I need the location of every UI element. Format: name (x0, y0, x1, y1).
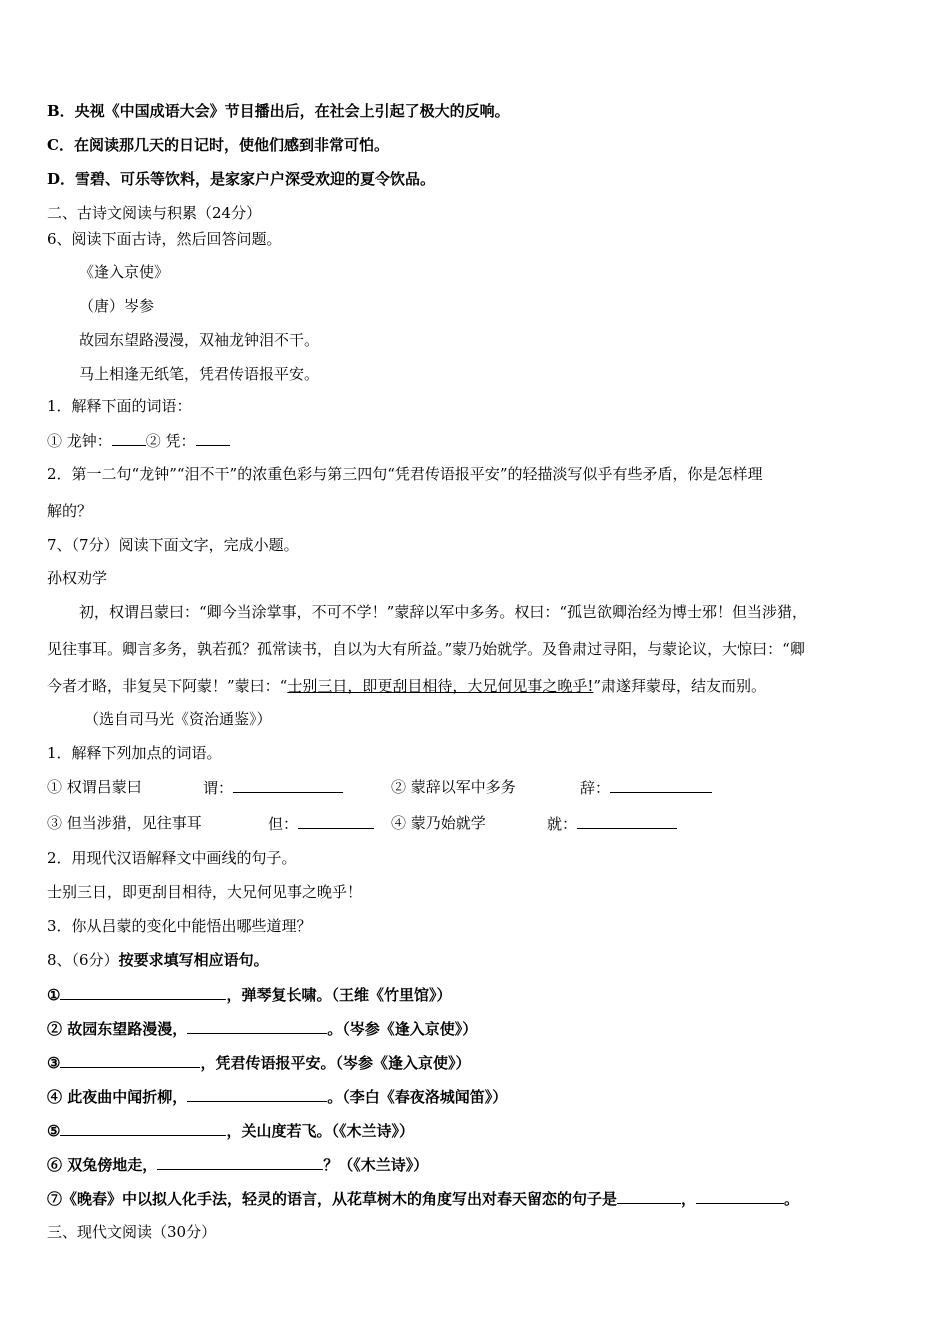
q6-sub2-line2: 解的？ (47, 502, 93, 520)
q7-sub2: 2．用现代汉语解释文中画线的句子。 (47, 849, 297, 867)
poem-line-2: 马上相逢无纸笔，凭君传语报平安。 (79, 365, 320, 383)
q7-item-1-label: 谓： (203, 779, 234, 797)
section3-title: 三、现代文阅读（30分） (47, 1223, 217, 1241)
q8-line-6-pre: ⑥ 双兔傍地走， (47, 1156, 158, 1174)
q8-line-4-pre: ④ 此夜曲中闻折柳， (47, 1088, 188, 1106)
q7-item-1: ① 权谓吕蒙曰 (47, 778, 142, 796)
answer-blank[interactable] (60, 984, 226, 1000)
q6-sub1-answers (47, 430, 230, 451)
q8-line-5-post: ，关山度若飞。（《木兰诗》） (226, 1122, 414, 1140)
q8-line-7-mid: ， (681, 1190, 697, 1208)
q8-prompt-bold: 按要求填写相应语句。 (118, 951, 269, 969)
answer-blank[interactable] (187, 1018, 327, 1034)
passage-line-3 (47, 676, 766, 696)
answer-blank[interactable] (233, 777, 343, 793)
option-b: B．央视《中国成语大会》节目播出后，在社会上引起了极大的反响。 (47, 102, 510, 120)
q6-sub1: 1．解释下面的词语： (47, 397, 192, 415)
q6-prompt: 6、阅读下面古诗，然后回答问题。 (47, 230, 282, 248)
q8-line-5 (47, 1120, 414, 1141)
poem-title: 《逢入京使》 (79, 263, 170, 281)
q7-item-3: ③ 但当涉猎，见往事耳 (47, 814, 202, 832)
passage-line-3-pre: 今者才略，非复吴下阿蒙！”蒙曰：“ (47, 677, 288, 695)
q8-line-7-post: 。 (784, 1190, 800, 1208)
q7-item-2: ② 蒙辞以军中多务 (391, 778, 516, 796)
q8-line-6-post: ？（《木兰诗》） (323, 1156, 429, 1174)
option-d: D．雪碧、可乐等饮料，是家家户户深受欢迎的夏令饮品。 (47, 170, 436, 188)
q8-line-7 (47, 1188, 799, 1209)
q7-item-4-label: 就： (547, 815, 578, 833)
q7-item-2-label: 辞： (580, 779, 611, 797)
answer-blank[interactable] (196, 430, 230, 446)
q7-prompt: 7、（7分）阅读下面文字，完成小题。 (47, 536, 299, 554)
q7-item-3-answer (268, 813, 374, 834)
q7-sub1: 1．解释下列加点的词语。 (47, 744, 222, 762)
answer-blank[interactable] (187, 1086, 327, 1102)
answer-blank[interactable] (60, 1052, 200, 1068)
q8-line-1-post: ，弹琴复长啸。（王维《竹里馆》） (226, 986, 452, 1004)
passage-source: （选自司马光《资治通鉴》） (84, 710, 272, 728)
q8-line-2 (47, 1018, 477, 1039)
q8-line-3-post: ，凭君传语报平安。（岑参《逢入京使》） (200, 1054, 471, 1072)
q7-item-4: ④ 蒙乃始就学 (391, 814, 486, 832)
poem-author: （唐）岑参 (79, 297, 155, 315)
q8-prompt-pre: 8、（6分） (47, 951, 119, 969)
answer-blank[interactable] (696, 1188, 784, 1204)
q8-line-2-post: 。（岑参《逢入京使》） (327, 1020, 478, 1038)
q8-line-5-pre: ⑤ (47, 1122, 61, 1140)
answer-blank[interactable] (577, 813, 677, 829)
q8-line-1-pre: ① (47, 986, 61, 1004)
passage-title: 孙权劝学 (47, 569, 108, 587)
q8-line-7-pre: ⑦《晚春》中以拟人化手法，轻灵的语言，从花草树木的角度写出对春天留恋的句子是 (47, 1190, 618, 1208)
underlined-sentence: 士别三日，即更刮目相待，大兄何见事之晚乎! (287, 677, 594, 695)
passage-line-2: 见往事耳。卿言多务，孰若孤？孤常读书，自以为大有所益。”蒙乃始就学。及鲁肃过寻阳，与蒙论议，大惊曰：“卿 (47, 640, 805, 658)
answer-blank[interactable] (610, 777, 712, 793)
q7-sub2-sentence: 士别三日，即更刮目相待，大兄何见事之晚乎！ (47, 883, 363, 901)
q7-item-3-label: 但： (268, 815, 299, 833)
answer-blank[interactable] (157, 1154, 323, 1170)
q8-line-4-post: 。（李白《春夜洛城闻笛》） (327, 1088, 508, 1106)
q8-line-3-pre: ③ (47, 1054, 61, 1072)
q8-prompt (47, 950, 269, 970)
q7-sub3: 3．你从吕蒙的变化中能悟出哪些道理？ (47, 917, 312, 935)
answer-blank[interactable] (112, 430, 146, 446)
q6-sub2-line1: 2．第一二句“龙钟”“泪不干”的浓重色彩与第三四句“凭君传语报平安”的轻描淡写似乎有些矛盾，你是怎样理 (47, 465, 763, 483)
q8-line-2-pre: ② 故园东望路漫漫， (47, 1020, 188, 1038)
q6-sub1-b: ② 凭： (145, 432, 196, 450)
passage-line-1: 初，权谓吕蒙曰：“卿今当涂掌事，不可不学！”蒙辞以军中多务。权曰：“孤岂欲卿治经为博士邪！但当涉猎， (79, 603, 808, 621)
answer-blank[interactable] (60, 1120, 226, 1136)
q6-sub1-a: ① 龙钟： (47, 432, 112, 450)
q8-line-1 (47, 984, 451, 1005)
poem-line-1: 故园东望路漫漫，双袖龙钟泪不干。 (79, 331, 320, 349)
answer-blank[interactable] (298, 813, 374, 829)
answer-blank[interactable] (617, 1188, 681, 1204)
q7-item-2-answer (580, 777, 712, 798)
q7-item-4-answer (547, 813, 677, 834)
q8-line-3 (47, 1052, 470, 1073)
section2-title: 二、古诗文阅读与积累（24分） (47, 204, 262, 222)
option-c: C．在阅读那几天的日记时，使他们感到非常可怕。 (47, 136, 389, 154)
q8-line-6 (47, 1154, 428, 1175)
q7-item-1-answer (203, 777, 343, 798)
passage-line-3-post: ”肃遂拜蒙母，结友而别。 (593, 677, 767, 695)
q8-line-4 (47, 1086, 507, 1107)
